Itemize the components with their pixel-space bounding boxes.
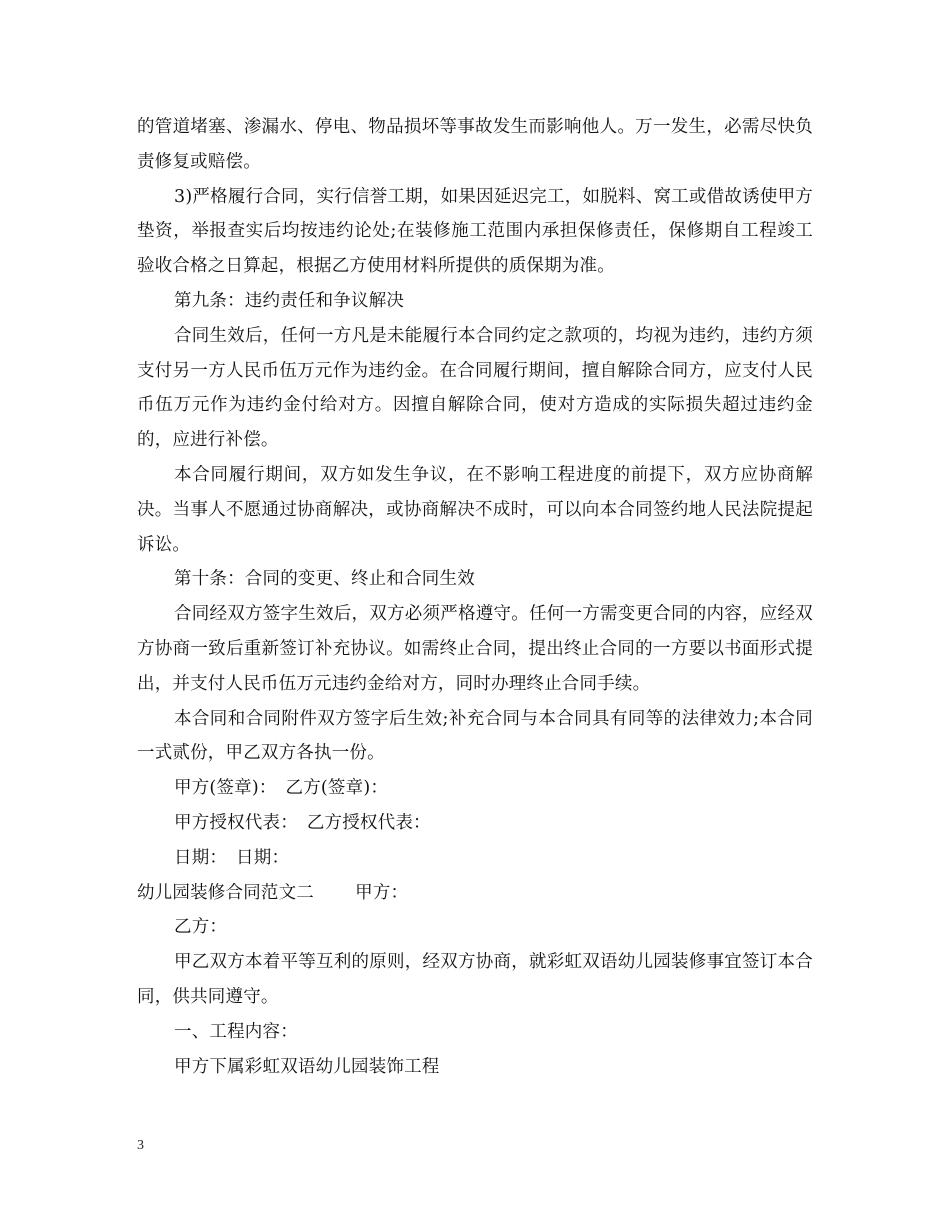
sample-two-heading: 幼儿园装修合同范文二 甲方：	[137, 882, 409, 903]
paragraph-8: 本合同和合同附件双方签字后生效;补充合同与本合同具有同等的法律效力;本合同一式贰份，甲乙双方各执一份。	[137, 708, 813, 764]
paragraph-1: 的管道堵塞、渗漏水、停电、物品损坏等事故发生而影响他人。万一发生，必需尽快负责修复或赔偿。	[137, 117, 813, 172]
paragraph-14: 甲乙双方本着平等互利的原则，经双方协商，就彩虹双语幼儿园装修事宜签订本合同，供共同遵守。	[137, 952, 813, 1007]
date-line: 日期： 日期：	[174, 847, 290, 868]
page-number: 3	[137, 1138, 144, 1153]
paragraph-2: 3)严格履行合同，实行信誉工期，如果因延迟完工，如脱料、窝工或借故诱使甲方垫资，举报查实后均按违约论处;在装修施工范围内承担保修责任，保修期自工程竣工验收合格之日算起，根据乙方使用材料所提供的质保期为准。	[137, 186, 813, 277]
signature-line: 甲方(签章)： 乙方(签章)：	[174, 778, 389, 799]
paragraph-7: 合同经双方签字生效后，双方必须严格遵守。任何一方需变更合同的内容，应经双方协商一致后重新签订补充协议。如需终止合同，提出终止合同的一方要以书面形式提出，并支付人民币伍万元违约金给对方，同时办理终止合同手续。	[137, 604, 813, 694]
paragraph-4: 合同生效后，任何一方凡是未能履行本合同约定之款项的，均视为违约，违约方须支付另一方人民币伍万元作为违约金。在合同履行期间，擅自解除合同方，应支付人民币伍万元作为违约金付给对方。因擅自解除合同，使对方造成的实际损失超过违约金的，应进行补偿。	[137, 325, 813, 451]
party-b-line: 乙方：	[174, 917, 228, 938]
representative-line: 甲方授权代表： 乙方授权代表：	[174, 812, 431, 833]
section-heading-project-content: 一、工程内容：	[174, 1021, 298, 1042]
document-body	[137, 110, 813, 1084]
paragraph-5: 本合同履行期间，双方如发生争议，在不影响工程进度的前提下，双方应协商解决。当事人不愿通过协商解决，或协商解决不成时，可以向本合同签约地人民法院提起诉讼。	[137, 464, 813, 555]
section-heading-article-9: 第九条：违约责任和争议解决	[174, 290, 405, 311]
paragraph-16: 甲方下属彩虹双语幼儿园装饰工程	[174, 1056, 440, 1077]
section-heading-article-10: 第十条：合同的变更、终止和合同生效	[174, 569, 475, 590]
